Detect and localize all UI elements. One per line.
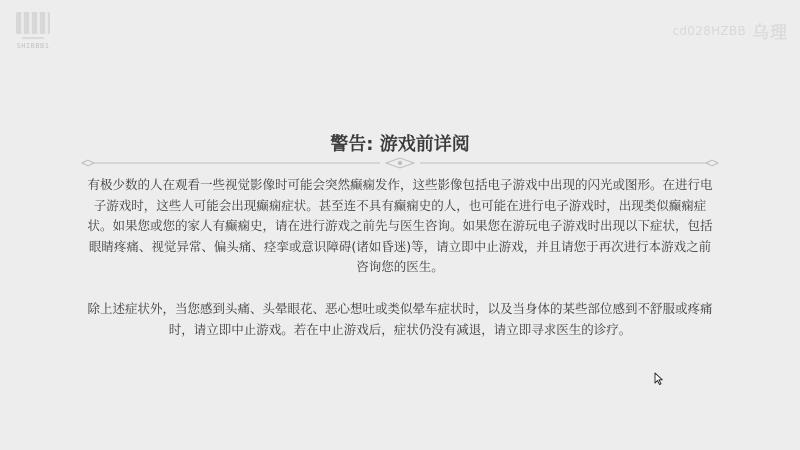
warning-paragraph-1: 有极少数的人在观看一些视觉影像时可能会突然癫痫发作，这些影像包括电子游戏中出现的闪光或图形。在进行电子游戏时，这些人可能会出现癫痫症状。甚至连不具有癫痫史的人，也可能在进行电子游戏时，出现类似癫痫症状。如果您或您的家人有癫痫史，请在进行游戏之前先与医生咨询。如果您在游玩电子游戏时出现以下症状，包括眼睛疼痛、视觉异常、偏头痛、痉挛或意识障碍(诸如昏迷)等，请立即中止游戏，并且请您于再次进行本游戏之前咨询您的医生。: [87, 177, 713, 275]
watermark-logo: 乌理: [752, 23, 788, 43]
logo-text: SHIBBB1: [16, 42, 50, 50]
warning-body: [85, 175, 715, 340]
divider-ornament-center-dot: [398, 161, 401, 164]
logo-underline: [22, 37, 44, 39]
warning-title: 警告: 游戏前详阅: [330, 134, 470, 155]
game-logo: [10, 12, 56, 52]
ornamental-divider: [80, 157, 720, 169]
logo-mark: [16, 12, 50, 34]
watermark: [672, 18, 788, 43]
watermark-id: cd028HZBB: [672, 23, 746, 38]
mouse-pointer-icon: [654, 372, 663, 385]
warning-paragraph-2: 除上述症状外，当您感到头痛、头晕眼花、恶心想吐或类似晕车症状时，以及当身体的某些部位感到不舒服或疼痛时，请立即中止游戏。若在中止游戏后，症状仍没有减退，请立即寻求医生的诊疗。: [87, 300, 713, 337]
